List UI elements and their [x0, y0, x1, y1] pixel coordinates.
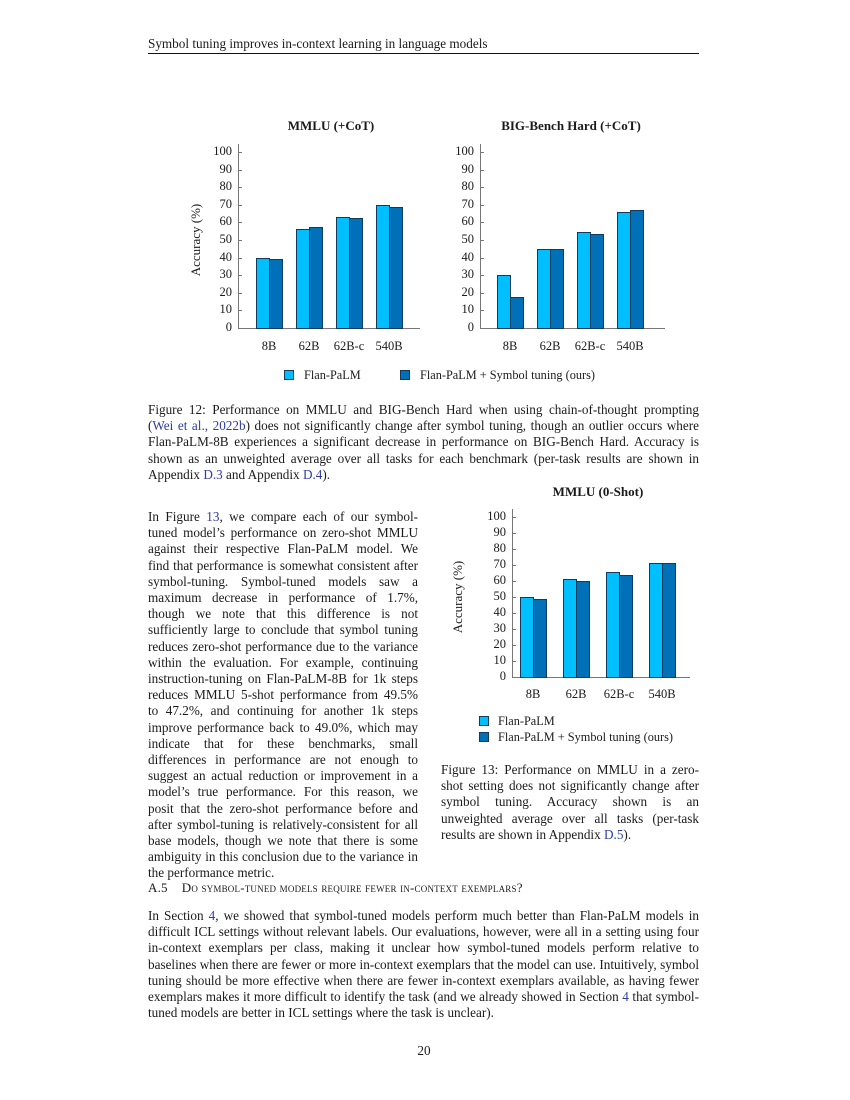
chart-title: BIG-Bench Hard (+CoT) [501, 118, 641, 133]
bar-symbol-tuned [269, 259, 283, 329]
y-axis-line [238, 144, 239, 328]
y-tick-label: 60 [461, 214, 474, 229]
bar-flan-palm [649, 563, 663, 678]
y-tick-mark [238, 310, 242, 311]
y-tick-mark [512, 661, 516, 662]
bar-symbol-tuned [662, 563, 676, 678]
figure-13-link[interactable]: 13 [206, 509, 220, 524]
y-tick-label: 80 [219, 179, 232, 194]
bar-flan-palm [256, 258, 270, 329]
y-tick-label: 0 [499, 669, 506, 683]
x-tick-label: 8B [502, 339, 518, 353]
y-tick-mark [480, 187, 484, 188]
chart-title: MMLU (+CoT) [287, 118, 375, 133]
y-tick-mark [238, 222, 242, 223]
y-tick-mark [480, 222, 484, 223]
bar-flan-palm [376, 205, 390, 329]
y-tick-mark [480, 310, 484, 311]
section-heading [148, 880, 699, 896]
header-rule [148, 53, 699, 54]
y-tick-mark [512, 565, 516, 566]
page-number: 20 [417, 1043, 431, 1058]
bar-symbol-tuned [590, 234, 604, 329]
figure-13-caption: Figure 13: Performance on MMLU in a zero-shot setting does not significantly change after symbol tuning. Accuracy shown is an unweighted average over all tasks (per-task results are shown in Appendix D.5). [441, 762, 699, 842]
bar-flan-palm [296, 229, 310, 329]
y-axis-label: Accuracy (%) [188, 203, 203, 277]
y-tick-label: 50 [461, 232, 474, 246]
x-tick-label: 8B [525, 687, 541, 701]
y-tick-mark [512, 517, 516, 518]
legend-label-flan-palm: Flan-PaLM [304, 368, 361, 382]
bar-symbol-tuned [349, 218, 363, 329]
y-tick-label: 100 [213, 144, 232, 158]
legend-label-symbol-tuned-fig13: Flan-PaLM + Symbol tuning (ours) [498, 730, 673, 744]
y-tick-label: 40 [219, 249, 232, 264]
legend-label-symbol-tuned: Flan-PaLM + Symbol tuning (ours) [420, 368, 595, 382]
x-tick-label: 62B [565, 687, 587, 701]
legend-swatch-symbol-tuned [400, 370, 410, 380]
y-tick-mark [238, 328, 242, 329]
legend-swatch-flan-palm-fig13 [479, 716, 489, 726]
bar-flan-palm [617, 212, 631, 329]
bar-symbol-tuned [533, 599, 547, 678]
citation-link[interactable]: Wei et al., 2022b [152, 418, 246, 434]
y-tick-mark [480, 205, 484, 206]
y-tick-mark [238, 275, 242, 276]
x-tick-label: 540B [616, 339, 644, 353]
y-tick-label: 90 [219, 161, 232, 176]
bar-symbol-tuned [576, 581, 590, 678]
y-tick-label: 10 [461, 302, 474, 317]
y-tick-label: 50 [493, 589, 506, 603]
bar-flan-palm [577, 232, 591, 329]
section-number: A.5 [148, 880, 168, 895]
y-tick-mark [512, 549, 516, 550]
y-tick-mark [238, 240, 242, 241]
y-axis-label: Accuracy (%) [450, 560, 465, 634]
y-tick-label: 90 [493, 525, 506, 539]
section-paragraph: In Section 4, we showed that symbol-tuned models perform much better than Flan-PaLM models in difficult ICL settings without relevant labels. Our evaluations, however, were all in a setting using four in-context exemplars per class, making it unclear how symbol-tuned models perform relative to baselines when there are fewer or more in-context exemplars that the model can use. Intuitively, symbol tuning should be more effective when there are fewer in-context exemplars available, as having fewer exemplars makes it more difficult to identify the task (and we already showed in Section 4 that symbol-tuned models are better in ICL settings where the task is unclear). [148, 908, 699, 1021]
bar-flan-palm [537, 249, 551, 329]
legend-swatch-flan-palm [284, 370, 294, 380]
y-tick-mark [512, 629, 516, 630]
y-tick-label: 20 [219, 284, 232, 299]
appendix-d5-link[interactable]: D.5 [604, 826, 624, 842]
section-title: Do symbol-tuned models require fewer in-context exemplars? [181, 880, 523, 895]
y-tick-label: 0 [225, 320, 232, 334]
bar-symbol-tuned [389, 207, 403, 329]
section-4-link-2[interactable]: 4 [622, 989, 629, 1005]
bar-symbol-tuned [630, 210, 644, 329]
bar-flan-palm [497, 275, 511, 329]
y-tick-label: 30 [461, 267, 474, 282]
section-4-link[interactable]: 4 [208, 908, 216, 923]
y-tick-label: 30 [493, 621, 506, 635]
y-tick-mark [480, 328, 484, 329]
y-tick-label: 20 [461, 284, 474, 299]
y-tick-mark [512, 597, 516, 598]
y-tick-mark [480, 258, 484, 259]
legend-swatch-symbol-tuned-fig13 [479, 732, 489, 742]
x-tick-label: 62B [298, 339, 320, 353]
y-tick-mark [480, 170, 484, 171]
bar-symbol-tuned [510, 297, 524, 329]
running-header: Symbol tuning improves in-context learning in language models [148, 36, 488, 51]
y-tick-mark [238, 152, 242, 153]
y-tick-mark [238, 258, 242, 259]
y-tick-mark [480, 293, 484, 294]
bar-symbol-tuned [550, 249, 564, 329]
bar-flan-palm [520, 597, 534, 678]
y-tick-label: 90 [461, 161, 474, 176]
y-tick-label: 60 [493, 573, 506, 587]
y-axis-line [480, 144, 481, 328]
y-tick-mark [238, 170, 242, 171]
y-tick-label: 60 [219, 214, 232, 229]
x-tick-label: 62B-c [333, 339, 365, 353]
x-tick-label: 62B [539, 339, 561, 353]
y-tick-mark [480, 240, 484, 241]
y-tick-mark [512, 581, 516, 582]
appendix-d3-link[interactable]: D.3 [203, 466, 223, 482]
y-tick-mark [512, 613, 516, 614]
y-axis-line [512, 509, 513, 677]
y-tick-label: 70 [493, 557, 506, 571]
y-tick-mark [512, 677, 516, 678]
y-tick-label: 80 [461, 179, 474, 194]
y-tick-mark [512, 645, 516, 646]
y-tick-mark [512, 533, 516, 534]
y-tick-label: 70 [461, 196, 474, 211]
y-tick-label: 40 [493, 605, 506, 619]
y-tick-label: 30 [219, 267, 232, 282]
x-tick-label: 8B [261, 339, 277, 353]
body-paragraph-zero-shot: In Figure 13, we compare each of our symbol-tuned model’s performance on zero-shot MMLU against their respective Flan-PaLM model. We find that performance is somewhat consistent after symbol-tuning. Symbol-tuned models saw a maximum decrease in performance of 1.7%, though we note that this difference is not sufficiently large to conclude that symbol tuning reduces zero-shot performance due to the variance within the evaluation. For example, continuing instruction-tuning on Flan-PaLM-8B for 1k steps reduces MMLU 5-shot performance from 49.5% to 47.2%, and continuing for another 1k steps improve performance back to 49.0%, which may indicate that for these benchmarks, small differences in performance are not enough to suggest an actual reduction or improvement in a model’s true performance. For this reason, we posit that the zero-shot performance before and after symbol-tuning is relatively-consistent for all base models, though we note that there is some ambiguity in this conclusion due to the variance in the performance metric. [148, 509, 418, 881]
x-tick-label: 62B-c [574, 339, 606, 353]
y-tick-label: 100 [487, 509, 506, 523]
y-tick-mark [238, 293, 242, 294]
y-tick-label: 10 [219, 302, 232, 317]
bar-flan-palm [563, 579, 577, 678]
y-tick-label: 100 [455, 144, 474, 158]
y-tick-label: 10 [493, 653, 506, 667]
y-tick-label: 50 [219, 232, 232, 246]
chart-title: MMLU (0-Shot) [552, 484, 644, 499]
appendix-d4-link[interactable]: D.4 [302, 466, 323, 482]
figure-12-caption: Figure 12: Performance on MMLU and BIG-Bench Hard when using chain-of-thought prompting (Wei et al., 2022b) does not significantly change after symbol tuning, though an outlier occurs where Flan-PaLM-8B experiences a significant decrease in performance on BIG-Bench Hard. Accuracy is shown as an unweighted average over all tasks for each benchmark (per-task results are shown in Appendix D.3 and Appendix D.4). [148, 402, 699, 482]
y-tick-label: 80 [493, 541, 506, 555]
y-tick-label: 70 [219, 196, 232, 211]
bar-flan-palm [606, 572, 620, 678]
y-tick-label: 20 [493, 637, 506, 651]
y-tick-mark [480, 275, 484, 276]
x-tick-label: 540B [375, 339, 403, 353]
y-tick-label: 40 [461, 249, 474, 264]
x-tick-label: 62B-c [603, 687, 635, 701]
bar-flan-palm [336, 217, 350, 329]
y-tick-label: 0 [467, 320, 474, 334]
y-tick-mark [480, 152, 484, 153]
bar-symbol-tuned [309, 227, 323, 329]
bar-symbol-tuned [619, 575, 633, 678]
legend-label-flan-palm-fig13: Flan-PaLM [498, 714, 555, 728]
y-tick-mark [238, 187, 242, 188]
x-tick-label: 540B [648, 687, 676, 701]
y-tick-mark [238, 205, 242, 206]
